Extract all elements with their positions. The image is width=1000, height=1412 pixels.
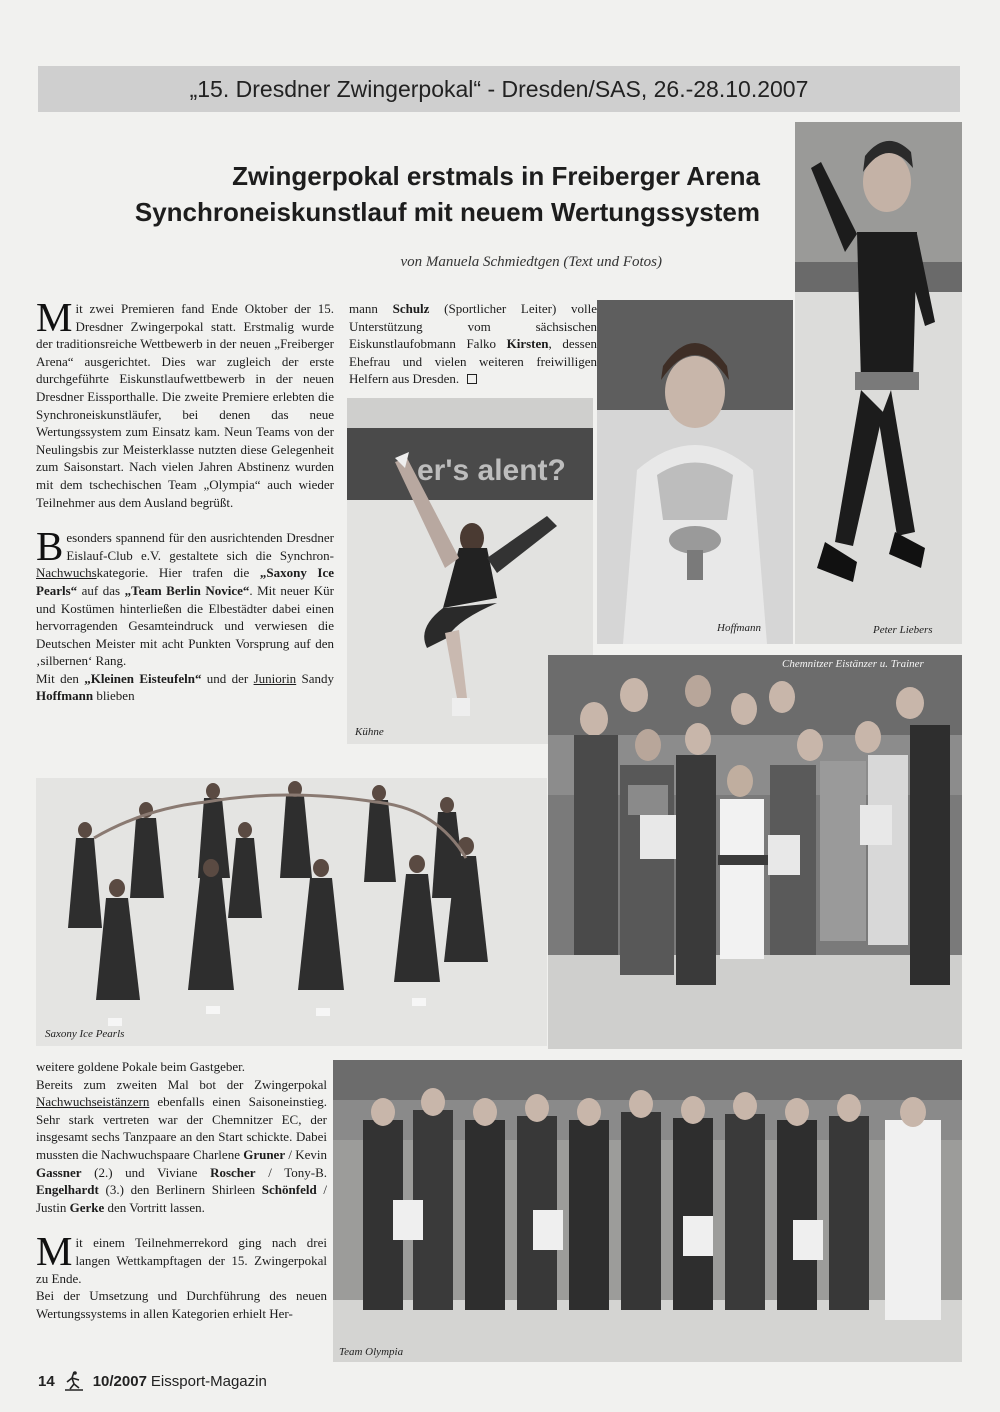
photo-peter-liebers [795, 122, 962, 644]
underlined-text: Nachwuchs [36, 565, 97, 581]
athlete-name: Gassner [36, 1164, 82, 1180]
text: esonders spannend für den ausrichtenden Dresdner Eislauf-Club e.V. gestaltete sich die Synchron- [66, 530, 334, 563]
athlete-name: Roscher [210, 1164, 256, 1180]
text: , dessen Ehefrau und vielen weiteren freiwilligen Helfern aus Dresden. [349, 336, 597, 387]
headline [40, 158, 760, 230]
underlined-text: Nachwuchseistänzern [36, 1094, 150, 1110]
end-mark-icon [467, 374, 477, 384]
team-name: „Saxony Ice Pearls“ [36, 565, 335, 598]
text: auf das [77, 582, 125, 598]
team-name: „Team Berlin Novice“ [124, 582, 250, 598]
text: Bereits zum zweiten Mal bot der Zwingerpokal [36, 1076, 327, 1092]
caption-team-olympia: Team Olympia [339, 1346, 404, 1358]
drop-cap: M [36, 294, 73, 340]
skater-logo-icon [61, 1370, 87, 1392]
headline-line-1: Zwingerpokal erstmals in Freiberger Arena [232, 161, 760, 191]
photo-team-olympia [333, 1060, 962, 1362]
paragraph-6 [36, 1228, 327, 1287]
text: den Vortritt lassen. [104, 1199, 205, 1215]
event-banner: „15. Dresdner Zwingerpokal“ - Dresden/SAS, 26.-28.10.2007 [38, 66, 960, 112]
synchro-team-circle-illustration [36, 778, 547, 1046]
caption-kuehne: Kühne [355, 726, 384, 738]
issue-number: 10/2007 [92, 1372, 147, 1390]
athlete-name: Hoffmann [36, 688, 94, 704]
group-photo-illustration [548, 655, 962, 1049]
magazine-name: Eissport-Magazin [150, 1372, 267, 1390]
article-column-2 [349, 300, 597, 388]
caption-hoffmann: Hoffmann [717, 622, 761, 634]
text: / Justin [36, 1182, 327, 1215]
paragraph-4: weitere goldene Pokale beim Gastgeber. [36, 1059, 246, 1074]
text: (Sportlicher Leiter) volle Unterstützung vom sächsischen Eiskunstlaufobmann Falko [349, 301, 597, 352]
paragraph-1-text: it zwei Premieren fand Ende Oktober der 15. Dresdner Zwingerpokal statt. Erstmalig wurde der traditionsreiche Wettbewerb in der neuen „Freiberger Arena“ ausgerichtet. Dies war zugleich der erste durchgeführte Eiskunstlaufwettbewerb in der neuen Dresdner Eissporthalle. Die zweite Premiere erlebten die Synchroneiskunstläufer, bei denen das neue Wertungssystem zum Einsatz kam. Neun Teams von der Neulingsbis zur Meisterklasse nutzten diese Gelegenheit zum Saisonstart. Nach vielen Jahren Abstinenz wurden mit dem tschechischen Team „Olympia“ auch wieder Teilnehmer aus dem Ausland begrüßt. [36, 301, 334, 510]
headline-line-2: Synchroneiskunstlauf mit neuem Wertungssystem [134, 197, 760, 227]
paragraph-5 [36, 1076, 327, 1217]
text: kategorie. Hier trafen die [96, 565, 260, 581]
person-name: Schulz [392, 301, 430, 316]
caption-chemnitzer-eistaenzer: Chemnitzer Eistänzer u. Trainer [782, 658, 924, 670]
text: (3.) den Berlinern Shirleen [98, 1182, 262, 1198]
text: Sandy [296, 670, 335, 686]
athlete-name: Schönfeld [261, 1182, 317, 1198]
board-text: er's alent? [417, 454, 566, 487]
text: und der [201, 670, 254, 686]
text: mann [349, 301, 393, 316]
article-column-3 [36, 1058, 327, 1322]
athlete-name: Engelhardt [36, 1182, 99, 1198]
text: it einem Teilnehmerrekord ging nach drei langen Wettkampftagen der 15. Zwingerpokal zu Ende. [36, 1235, 327, 1286]
text: ebenfalls einen Saisoneinstieg. Sehr stark vertreten war der Chemnitzer EC, der insgesamt sechs Tanzpaare an den Start schickte. Dabei mussten die Nachwuchspaare Charlene [36, 1094, 327, 1162]
text: / Tony-B. [255, 1164, 327, 1180]
caption-saxony-ice-pearls: Saxony Ice Pearls [45, 1028, 125, 1040]
paragraph-continued [349, 300, 597, 388]
paragraph-1 [36, 294, 334, 511]
drop-cap: M [36, 1228, 73, 1275]
photo-saxony-ice-pearls [36, 778, 547, 1046]
caption-peter-liebers: Peter Liebers [873, 624, 933, 636]
text: / Kevin [285, 1146, 327, 1162]
byline: von Manuela Schmiedtgen (Text und Fotos) [400, 254, 662, 270]
article-column-1 [36, 294, 335, 705]
page-footer [38, 1370, 267, 1392]
paragraph-7: Bei der Umsetzung und Durchführung des neuen Wertungssystems in allen Kategorien erhielt Her- [36, 1288, 327, 1321]
athlete-name: Gerke [69, 1199, 105, 1215]
text: . Mit neuer Kür und Kostümen hinterließen die Elbestädter dabei einen hervorragenden Gesamteindruck und verwiesen die Deutschen Meister mit acht Punkten Vorsprung auf den ‚silbernen‘ Rang. [36, 582, 334, 669]
person-name: Kirsten [506, 336, 549, 352]
team-name: „Kleinen Eisteufeln“ [84, 670, 202, 686]
text: blieben [93, 688, 135, 704]
page-number: 14 [38, 1372, 55, 1390]
team-group-illustration [333, 1060, 962, 1362]
paragraph-2 [36, 523, 335, 670]
text: (2.) und Viviane [81, 1164, 211, 1180]
male-skater-illustration [795, 122, 962, 644]
underlined-text: Juniorin [253, 670, 297, 686]
photo-chemnitzer-eistaenzer [548, 655, 962, 1049]
athlete-name: Gruner [243, 1146, 286, 1162]
photo-hoffmann [597, 300, 793, 644]
paragraph-3 [36, 670, 334, 705]
text: Mit den [36, 670, 85, 686]
girl-with-trophy-illustration [597, 300, 793, 644]
drop-cap: B [36, 523, 64, 570]
